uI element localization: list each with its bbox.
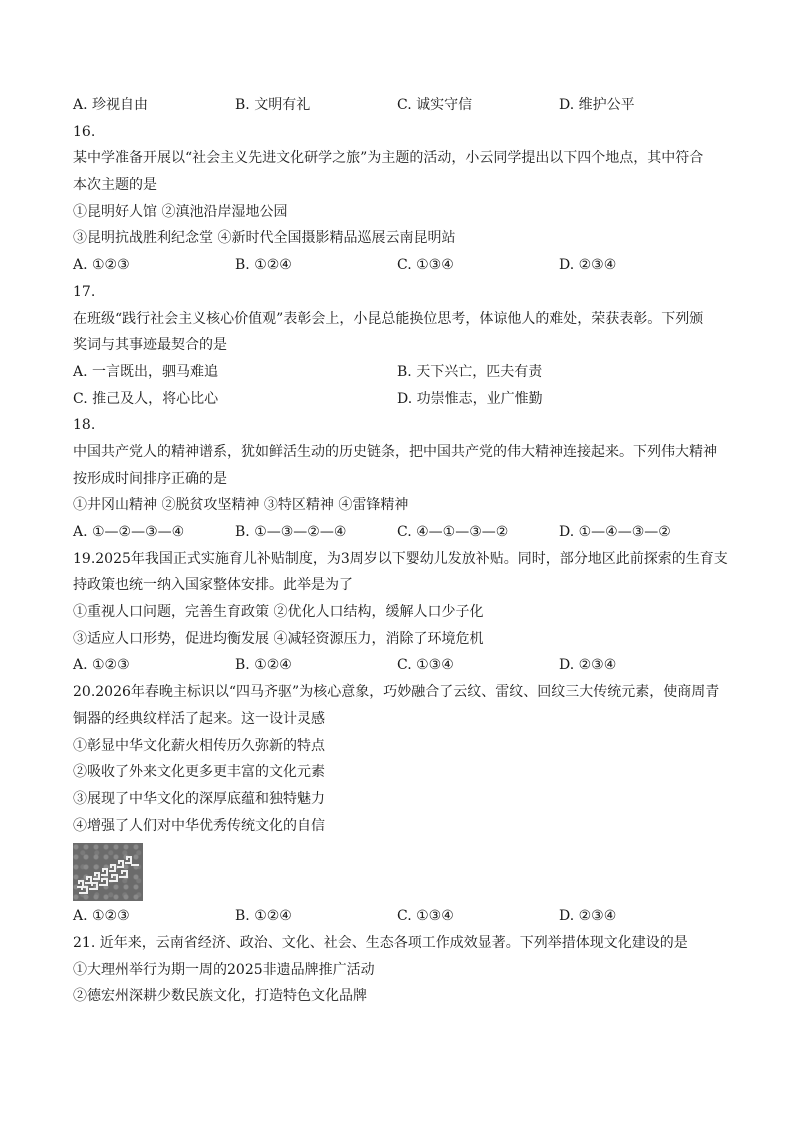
q19-item-line-1: ①重视人口问题，完善生育政策 ②优化人口结构，缓解人口少子化 [73,604,484,621]
exam-page [73,92,733,1010]
q18-item-line-1: ①井冈山精神 ②脱贫攻坚精神 ③特区精神 ④雷锋精神 [73,497,409,514]
q16-item-line-2: ③昆明抗战胜利纪念堂 ④新时代全国摄影精品巡展云南昆明站 [73,230,456,247]
option-b[interactable]: B. 天下兴亡，匹夫有责 [397,363,543,380]
q18-options [73,519,733,546]
option-c[interactable]: C. ④—①—③—② [397,524,509,540]
option-d[interactable]: D. 维护公平 [559,97,635,113]
q17-options-row-2 [73,386,733,413]
q20-stem-line-1: 20.2026年春晚主标识以“四马齐驱”为核心意象，巧妙融合了云纹、雷纹、回纹三大传统元素，使商周青 [73,684,720,701]
option-b[interactable]: B. ①②④ [235,257,292,274]
option-d[interactable]: D. 功崇惟志，业广惟勤 [397,390,543,407]
q20-options [73,903,733,930]
option-b[interactable]: B. ①②④ [235,657,292,674]
q16-number: 16. [73,123,96,140]
option-a[interactable]: A. 珍视自由 [73,97,149,113]
option-d[interactable]: D. ①—④—③—② [559,524,671,540]
q20-item-line-1: ①彰显中华文化薪火相传历久弥新的特点 [73,737,325,754]
option-a[interactable]: A. ①②③ [73,257,130,274]
q19-item-line-2: ③适应人口形势，促进均衡发展 ④减轻资源压力，消除了环境危机 [73,630,484,647]
option-d[interactable]: D. ②③④ [559,908,617,925]
q17-stem-line-2: 奖词与其事迹最契合的是 [73,337,227,354]
option-b[interactable]: B. ①—③—②—④ [235,524,347,540]
q19-options [73,652,733,679]
option-c[interactable]: C. ①③④ [397,908,454,925]
q19-stem-line-2: 持政策也统一纳入国家整体安排。此举是为了 [73,577,353,594]
q18-number: 18. [73,417,96,434]
q16-stem-line-2: 本次主题的是 [73,177,157,194]
option-d[interactable]: D. ②③④ [559,257,617,274]
q16-options [73,252,733,279]
q16-item-line-1: ①昆明好人馆 ②滇池沿岸湿地公园 [73,203,288,220]
q20-item-line-4: ④增强了人们对中华优秀传统文化的自信 [73,817,325,834]
q18-stem-line-2: 按形成时间排序正确的是 [73,470,227,487]
option-a[interactable]: A. 一言既出，驷马难追 [73,363,219,380]
option-d[interactable]: D. ②③④ [559,657,617,674]
option-b[interactable]: B. 文明有礼 [235,97,311,113]
q21-item-line-1: ①大理州举行为期一周的2025非遗品牌推广活动 [73,961,375,978]
option-c[interactable]: C. 诚实守信 [397,97,473,113]
option-a[interactable]: A. ①②③ [73,908,130,925]
option-b[interactable]: B. ①②④ [235,908,292,925]
option-c[interactable]: C. ①③④ [397,257,454,274]
q19-stem-line-1: 19.2025年我国正式实施育儿补贴制度，为3周岁以下婴幼儿发放补贴。同时，部分地区此前探索的生育支 [73,550,728,567]
option-c[interactable]: C. ①③④ [397,657,454,674]
q18-stem-line-1: 中国共产党人的精神谱系，犹如鲜活生动的历史链条，把中国共产党的伟大精神连接起来。下列伟大精神 [73,443,717,460]
cloud-thunder-pattern-image [73,843,143,901]
q20-stem-line-2: 铜器的经典纹样活了起来。这一设计灵感 [73,710,325,727]
q21-item-line-2: ②德宏州深耕少数民族文化，打造特色文化品牌 [73,988,367,1005]
option-a[interactable]: A. ①②③ [73,657,130,674]
q20-item-line-3: ③展现了中华文化的深厚底蕴和独特魅力 [73,790,325,807]
q16-stem-line-1: 某中学准备开展以“社会主义先进文化研学之旅”为主题的活动，小云同学提出以下四个地点，其中符合 [73,150,704,167]
option-a[interactable]: A. ①—②—③—④ [73,524,185,540]
q17-stem-line-1: 在班级“践行社会主义核心价值观”表彰会上，小昆总能换位思考，体谅他人的难处，荣获表彰。下列颁 [73,310,704,327]
option-c[interactable]: C. 推己及人，将心比心 [73,390,219,407]
q15-options [73,92,733,119]
q21-stem-line-1: 21. 近年来，云南省经济、政治、文化、社会、生态各项工作成效显著。下列举措体现文化建设的是 [73,934,688,951]
q17-number: 17. [73,283,96,300]
q17-options-row-1 [73,359,733,386]
q20-item-line-2: ②吸收了外来文化更多更丰富的文化元素 [73,764,325,781]
